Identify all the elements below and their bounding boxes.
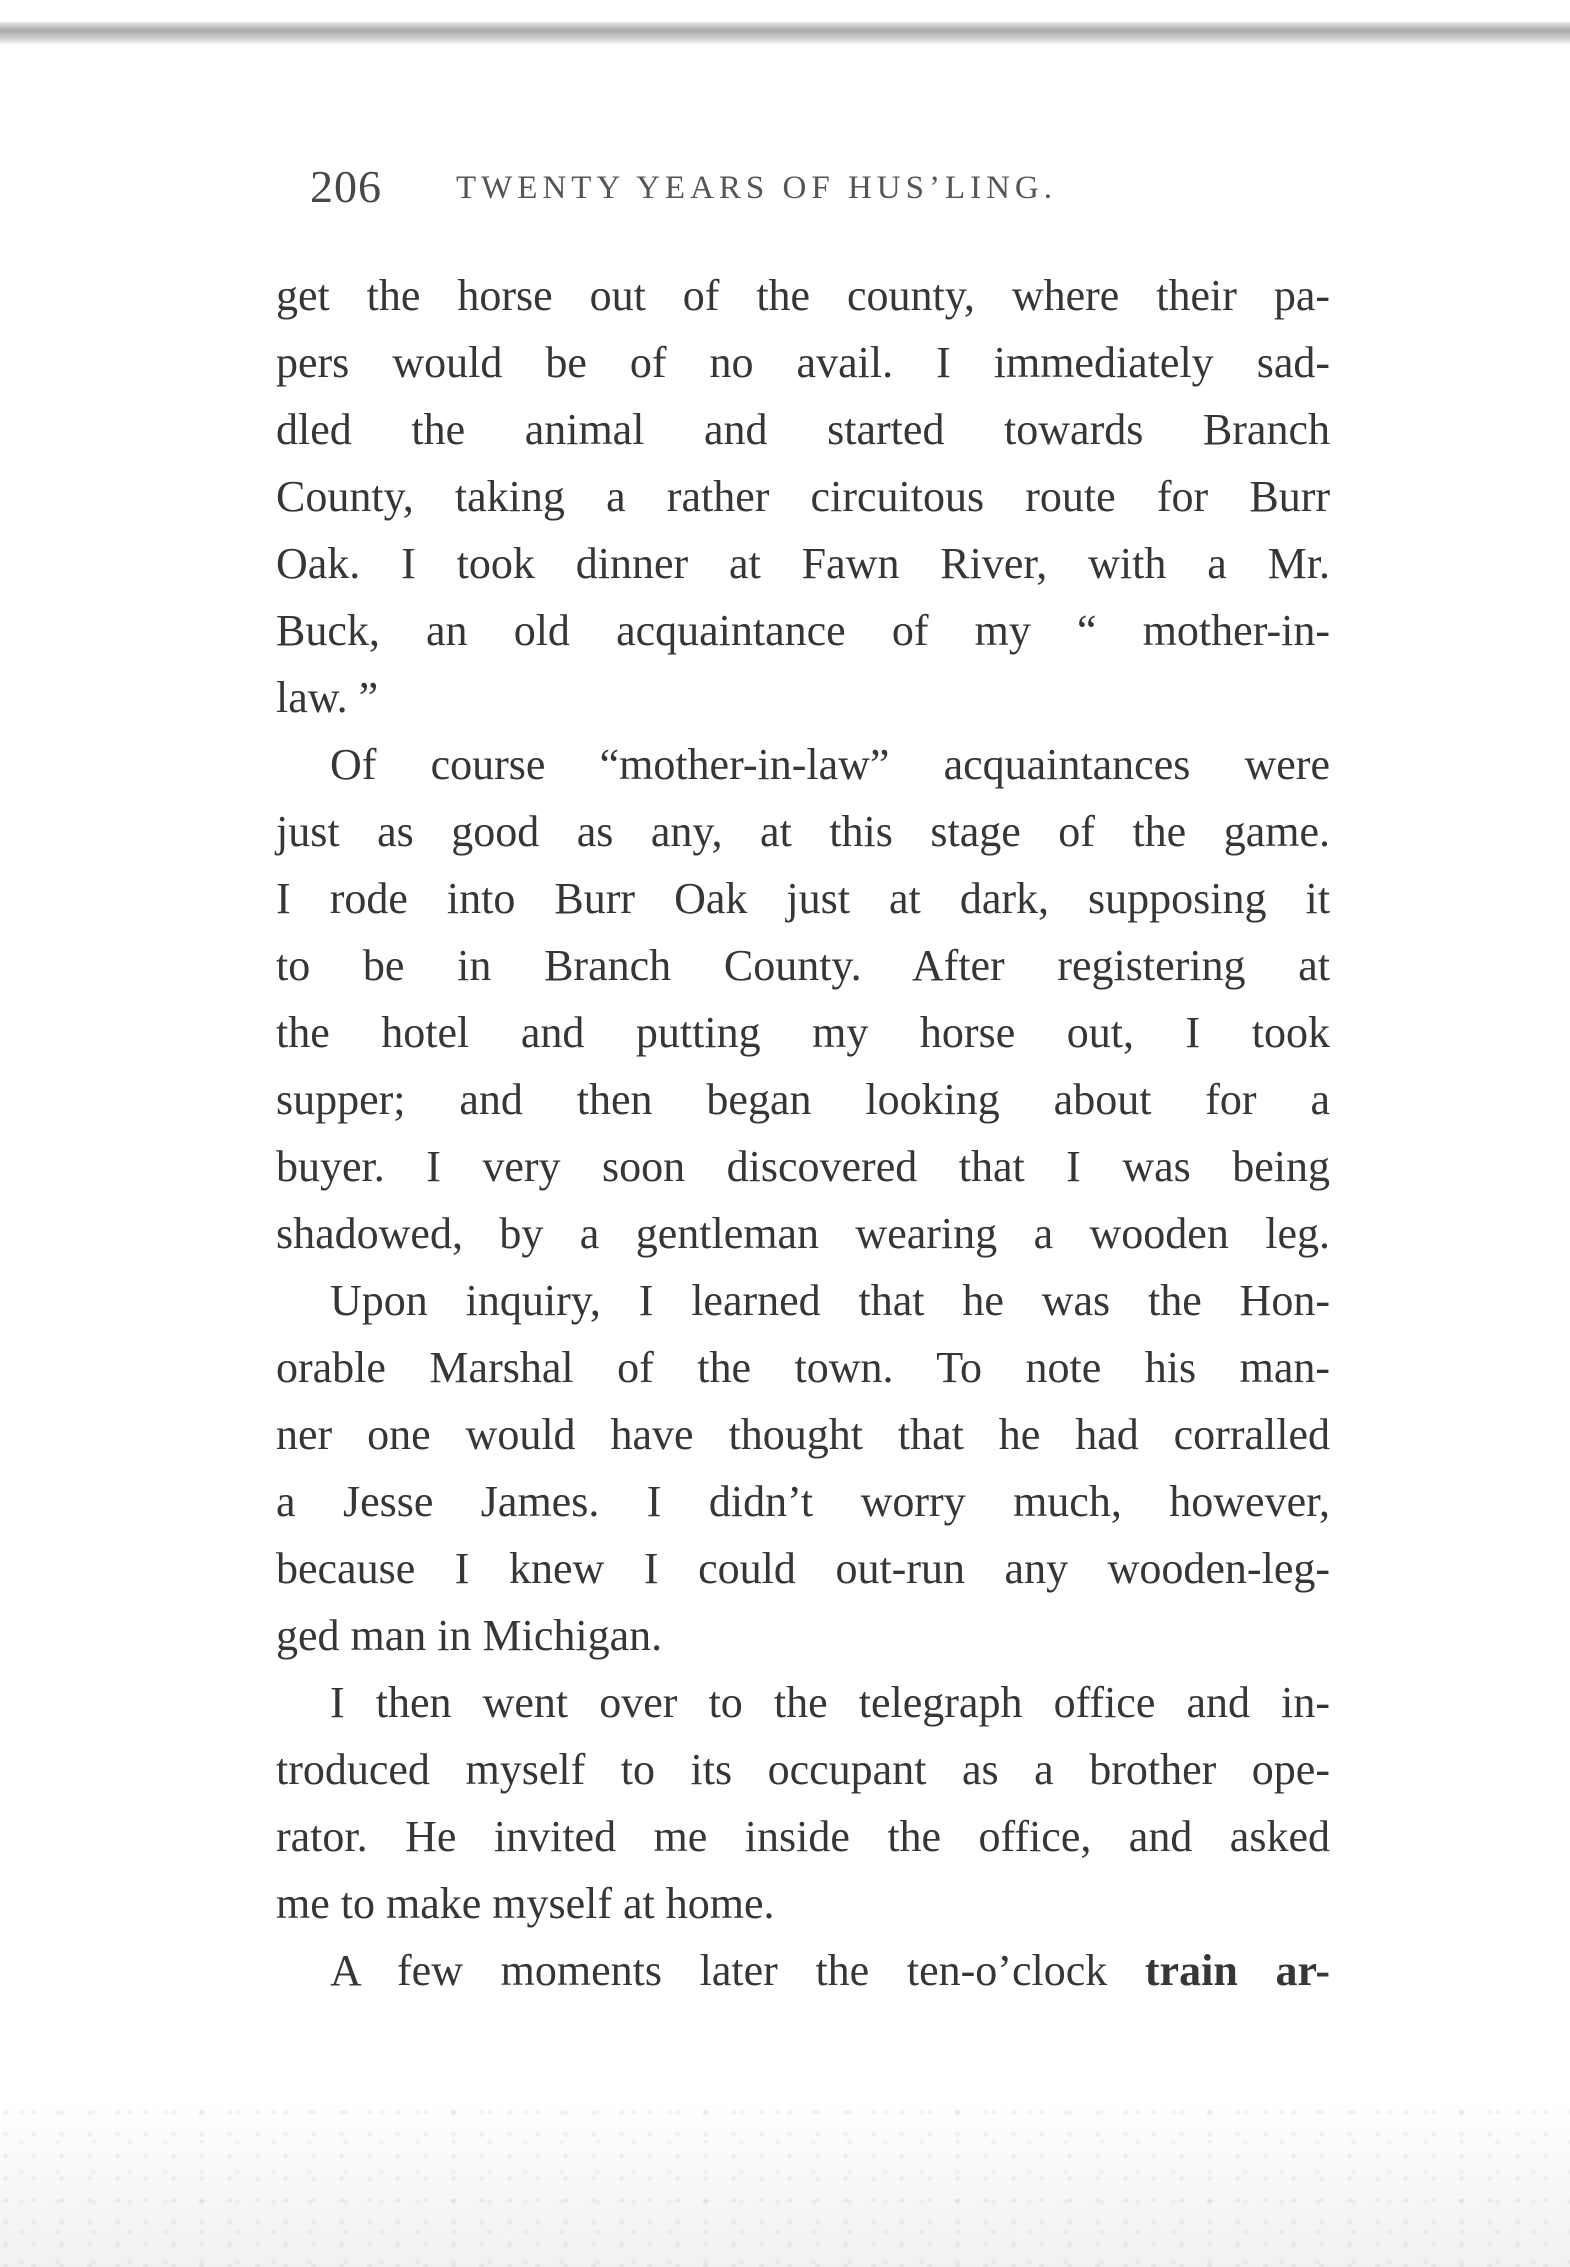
- text-line: a Jesse James. I didn’t worry much, however,: [276, 1477, 1330, 1526]
- text-line: the hotel and putting my horse out, I took: [276, 1008, 1330, 1057]
- paragraph-first-line: I then went over to the telegraph office and in-: [330, 1678, 1330, 1727]
- text-line: buyer. I very soon discovered that I was being: [276, 1142, 1330, 1191]
- page-header: [310, 160, 1330, 220]
- scan-top-edge: [0, 22, 1570, 44]
- text-line: rator. He invited me inside the office, and asked: [276, 1812, 1330, 1861]
- text-line: pers would be of no avail. I immediately sad-: [276, 338, 1330, 387]
- text-line: because I knew I could out-run any wooden-leg-: [276, 1544, 1330, 1593]
- text-line: orable Marshal of the town. To note his man-: [276, 1343, 1330, 1392]
- text-line: me to make myself at home.: [276, 1879, 775, 1928]
- text-line: to be in Branch County. After registering at: [276, 941, 1330, 990]
- text-line: Buck, an old acquaintance of my “ mother-in-: [276, 606, 1330, 655]
- text-line: law. ”: [276, 673, 379, 722]
- text-line: get the horse out of the county, where their pa-: [276, 271, 1330, 320]
- text-line: troduced myself to its occupant as a brother ope-: [276, 1745, 1330, 1794]
- text-line: ner one would have thought that he had corralled: [276, 1410, 1330, 1459]
- bold-text-run: train ar-: [1144, 1946, 1330, 1995]
- body-text: [276, 262, 1330, 2004]
- text-line: Oak. I took dinner at Fawn River, with a Mr.: [276, 539, 1330, 588]
- text-line: I rode into Burr Oak just at dark, supposing it: [276, 874, 1330, 923]
- text-run: A few moments later the ten-o’clock: [330, 1946, 1145, 1995]
- paragraph-first-line: Of course “mother-in-law” acquaintances were: [330, 740, 1330, 789]
- text-line: shadowed, by a gentleman wearing a wooden leg.: [276, 1209, 1330, 1258]
- text-line: supper; and then began looking about for a: [276, 1075, 1330, 1124]
- text-line: County, taking a rather circuitous route for Burr: [276, 472, 1330, 521]
- text-line: dled the animal and started towards Branch: [276, 405, 1330, 454]
- text-line: ged man in Michigan.: [276, 1611, 663, 1660]
- text-line: just as good as any, at this stage of the game.: [276, 807, 1330, 856]
- scan-bottom-noise: [0, 2097, 1570, 2267]
- page-number: 206: [310, 161, 382, 212]
- running-head: TWENTY YEARS OF HUS’LING.: [456, 170, 1058, 206]
- paragraph-first-line: Upon inquiry, I learned that he was the Hon-: [330, 1276, 1330, 1325]
- paragraph-first-line: [276, 1937, 1330, 2004]
